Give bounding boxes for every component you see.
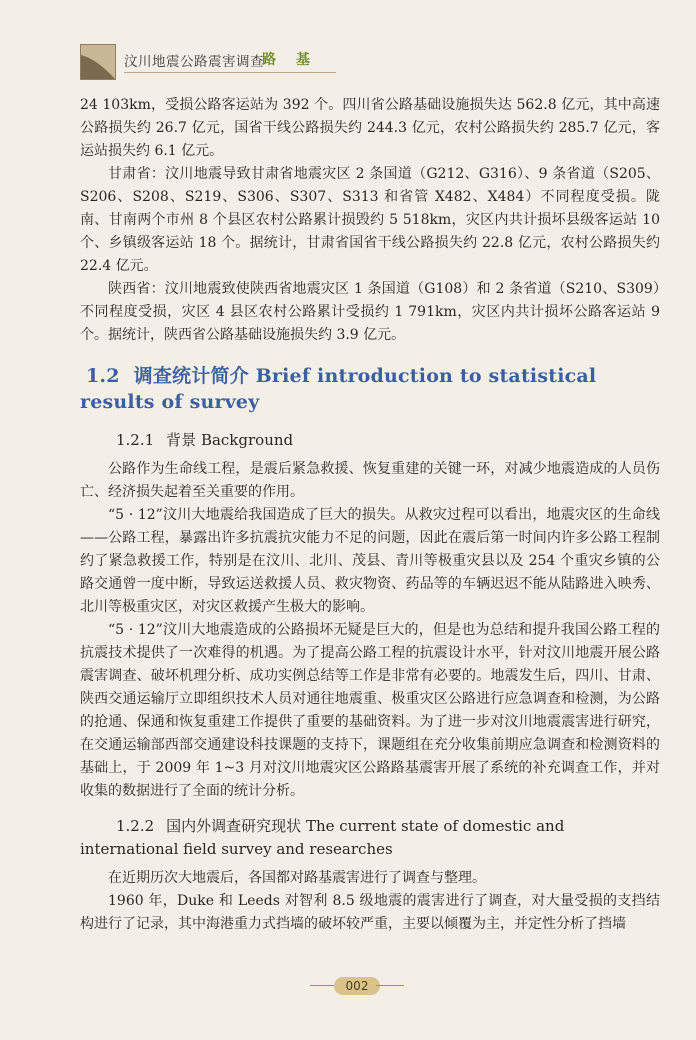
paragraph-background-1: 公路作为生命线工程，是震后紧急救援、恢复重建的关键一环，对减少地震造成的人员伤亡、经济损失起着至关重要的作用。 [80, 461, 660, 500]
page-header [0, 0, 696, 90]
section-title: 调查统计简介 Brief introduction to statistical results of survey [80, 365, 597, 413]
page-number: 002 [334, 977, 380, 995]
section-number: 1.2 [86, 365, 120, 387]
paragraph-state-2: 1960 年，Duke 和 Leeds 对智利 8.5 级地震的震害进行了调查，对大量受损的支挡结构进行了记录，其中海港重力式挡墙的破坏较严重，主要以倾覆为主，并定性分析了挡墙 [80, 893, 660, 932]
subsection-title: 背景 Background [166, 431, 294, 449]
book-title: 汶川地震公路震害调查 [124, 54, 264, 70]
subsection-heading-1-2-2 [80, 815, 660, 861]
page-body [80, 94, 660, 936]
paragraph-state-1: 在近期历次大地震后，各国都对路基震害进行了调查与整理。 [108, 870, 486, 886]
subsection-number: 1.2.1 [116, 431, 155, 449]
footer-rule-right [376, 985, 404, 986]
subsection-heading-1-2-1 [116, 429, 660, 452]
paragraph-background-2: “5 · 12”汶川大地震给我国造成了巨大的损失。从救灾过程可以看出，地震灾区的生命线——公路工程，暴露出许多抗震抗灾能力不足的问题，因此在震后第一时间内许多公路工程制约了紧急救援工作，特别是在汶川、北川、茂县、青川等极重灾县以及 254 个重灾乡镇的公路交通曾一度中断，导致运送救援人员、救灾物资、药品等的车辆迟迟不能从陆路进入映秀、北川等极重灾区，对灾区救援产生极大的影响。 [80, 507, 660, 615]
paragraph-shaanxi: 陕西省：汶川地震致使陕西省地震灾区 1 条国道（G108）和 2 条省道（S210、S309）不同程度受损，灾区 4 县区农村公路累计受损约 1 791km，灾区内共计损坏公路客运站 9 个。据统计，陕西省公路基础设施损失约 3.9 亿元。 [80, 281, 660, 343]
paragraph-background-3: “5 · 12”汶川大地震造成的公路损坏无疑是巨大的，但是也为总结和提升我国公路工程的抗震技术提供了一次难得的机遇。为了提高公路工程的抗震设计水平，针对汶川地震开展公路震害调查、破坏机理分析、成功实例总结等工作是非常有必要的。地震发生后，四川、甘肃、陕西交通运输厅立即组织技术人员对通往地震重、极重灾区公路进行应急调查和检测，为公路的抢通、保通和恢复重建工作提供了重要的基础资料。为了进一步对汶川地震震害进行研究，在交通运输部西部交通建设科技课题的支持下，课题组在充分收集前期应急调查和检测资料的基础上，于 2009 年 1~3 月对汶川地震灾区公路路基震害开展了系统的补充调查工作，并对收集的数据进行了全面的统计分析。 [80, 622, 660, 799]
subsection-title: 国内外调查研究现状 The current state of domestic and international field survey and researches [80, 817, 565, 858]
paragraph-gansu: 甘肃省：汶川地震导致甘肃省地震灾区 2 条国道（G212、G316）、9 条省道（S205、S206、S208、S219、S306、S307、S313 和省管 X482、X484）不同程度受损。陇南、甘南两个市州 8 个县区农村公路累计损毁约 5 518km，灾区内共计损坏县级客运站 10 个、乡镇级客运站 18 个。据统计，甘肃省国省干线公路损失约 22.8 亿元，农村公路损失约 22.4 亿元。 [80, 166, 660, 274]
paragraph-sichuan-loss: 24 103km，受损公路客运站为 392 个。四川省公路基础设施损失达 562.8 亿元，其中高速公路损失约 26.7 亿元，国省干线公路损失约 244.3 亿元，农村公路损失约 285.7 亿元，客运站损失约 6.1 亿元。 [80, 97, 660, 159]
section-heading-1-2 [80, 363, 660, 415]
page-footer [0, 976, 696, 996]
header-divider [124, 72, 336, 73]
header-section-name: 路基 [262, 52, 330, 68]
book-logo-icon [80, 44, 116, 80]
subsection-number: 1.2.2 [116, 817, 155, 835]
